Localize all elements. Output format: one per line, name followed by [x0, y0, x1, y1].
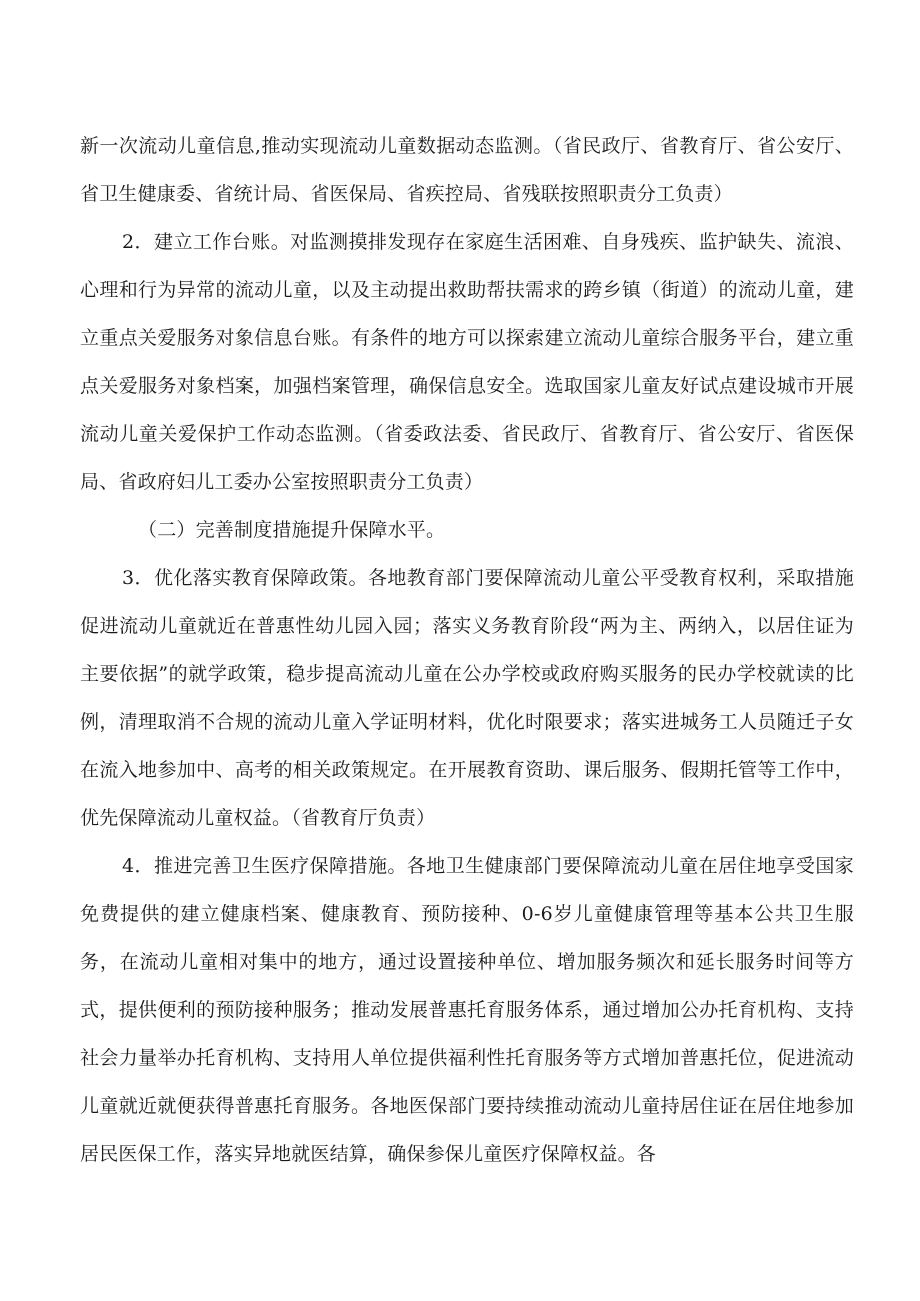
- section-heading-2: （二）完善制度措施提升保障水平。: [138, 519, 446, 541]
- document-page: [80, 122, 854, 1178]
- paragraph-continuation: 新一次流动儿童信息,推动实现流动儿童数据动态监测。（省民政厅、省教育厅、省公安厅、省卫生健康委、省统计局、省医保局、省疾控局、省残联按照职责分工负责）: [80, 135, 854, 205]
- paragraph-item-2: 2．建立工作台账。对监测摸排发现存在家庭生活困难、自身残疾、监护缺失、流浪、心理和行为异常的流动儿童，以及主动提出救助帮扶需求的跨乡镇（街道）的流动儿童，建立重点关爱服务对象信息台账。有条件的地方可以探索建立流动儿童综合服务平台，建立重点关爱服务对象档案，加强档案管理，确保信息安全。选取国家儿童友好试点建设城市开展流动儿童关爱保护工作动态监测。（省委政法委、省民政厅、省教育厅、省公安厅、省医保局、省政府妇儿工委办公室按照职责分工负责）: [80, 231, 854, 493]
- paragraph-item-4: 4．推进完善卫生医疗保障措施。各地卫生健康部门要保障流动儿童在居住地享受国家免费提供的建立健康档案、健康教育、预防接种、0-6岁儿童健康管理等基本公共卫生服务，在流动儿童相对集中的地方，通过设置接种单位、增加服务频次和延长服务时间等方式，提供便利的预防接种服务；推动发展普惠托育服务体系，通过增加公办托育机构、支持社会力量举办托育机构、支持用人单位提供福利性托育服务等方式增加普惠托位，促进流动儿童就近就便获得普惠托育服务。各地医保部门要持续推动流动儿童持居住证在居住地参加居民医保工作，落实异地就医结算，确保参保儿童医疗保障权益。各: [80, 855, 854, 1165]
- paragraph-item-3: 3．优化落实教育保障政策。各地教育部门要保障流动儿童公平受教育权利，采取措施促进流动儿童就近在普惠性幼儿园入园；落实义务教育阶段“两为主、两纳入，以居住证为主要依据”的就学政策，稳步提高流动儿童在公办学校或政府购买服务的民办学校就读的比例，清理取消不合规的流动儿童入学证明材料，优化时限要求；落实进城务工人员随迁子女在流入地参加中、高考的相关政策规定。在开展教育资助、课后服务、假期托管等工作中，优先保障流动儿童权益。（省教育厅负责）: [80, 567, 854, 829]
